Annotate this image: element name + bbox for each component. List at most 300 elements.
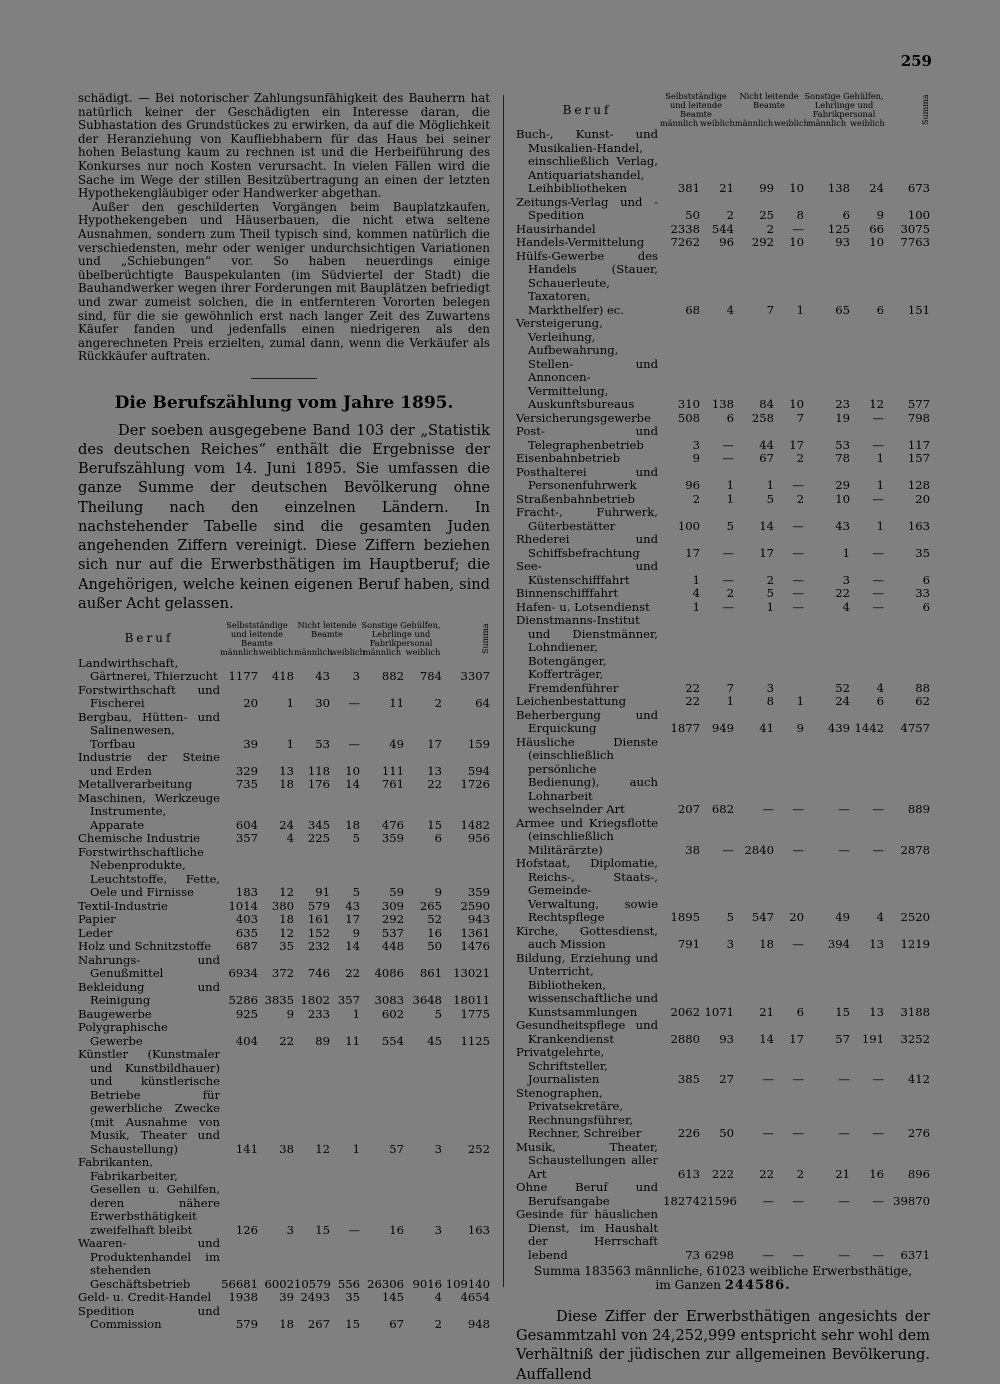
row-label-text: Geld- u. Credit-Handel [78, 1290, 212, 1305]
row-sum: 956 [467, 831, 491, 846]
row-label-text: Baugewerbe [78, 1006, 152, 1021]
row-value: 233 [307, 1006, 330, 1021]
row-label-text: Handels-Vermittelung [516, 235, 645, 249]
row-label [516, 1181, 658, 1208]
row-label [78, 792, 220, 833]
row-value: — [762, 1193, 774, 1208]
row-label [516, 250, 658, 318]
row-label-text: Papier [78, 912, 116, 927]
row-value: 2880 [670, 1031, 700, 1046]
row-value: 15 [315, 1222, 330, 1237]
row-value: — [872, 842, 885, 857]
row-value: 4 [842, 599, 851, 614]
row-value: 292 [381, 912, 405, 927]
row-value: — [762, 1247, 774, 1262]
row-value: 152 [307, 925, 330, 940]
row-value: 24 [835, 694, 851, 708]
row-value: — [792, 221, 805, 236]
table-row [516, 1141, 930, 1182]
row-value: 508 [677, 410, 700, 425]
row-value: 613 [677, 1166, 700, 1181]
row-label [516, 1141, 658, 1182]
table-row [78, 1237, 490, 1291]
row-value: 735 [235, 777, 258, 792]
row-value: 99 [759, 181, 774, 195]
row-value: 1 [726, 491, 734, 506]
row-value: 547 [751, 910, 774, 924]
row-value: 18 [759, 937, 774, 951]
row-label-text: Maschinen, Werkzeuge Instrumente, Apparate [78, 790, 220, 832]
row-sum: 577 [907, 397, 931, 411]
row-value: — [722, 545, 734, 560]
row-value: — [792, 1126, 805, 1140]
row-value: 8 [796, 208, 805, 222]
row-value: 10 [869, 235, 885, 249]
row-sum: 1775 [460, 1006, 491, 1021]
row-value: 138 [827, 181, 851, 195]
row-value: — [722, 599, 734, 614]
row-value: 226 [677, 1126, 700, 1140]
table-row [516, 601, 930, 615]
table-row [78, 1021, 490, 1048]
row-label [78, 927, 220, 941]
row-value: 24 [279, 817, 294, 832]
row-value: 556 [337, 1276, 361, 1291]
row-value: — [872, 1247, 885, 1262]
row-label [78, 1305, 220, 1332]
row-label-text: Eisenbahnbetrieb [516, 451, 621, 465]
row-label-text: Fracht-, Fuhrwerk, Güterbestätter [516, 505, 658, 533]
table-row [78, 846, 490, 900]
row-value: 10 [835, 491, 851, 506]
row-sum: 252 [467, 1141, 491, 1156]
row-value: 5 [766, 586, 774, 600]
row-sum: 163 [467, 1222, 491, 1237]
table-row [516, 1019, 930, 1046]
row-value: 3648 [412, 993, 443, 1008]
row-value: 1 [876, 478, 885, 492]
row-sum: 20 [915, 491, 931, 506]
row-label [516, 601, 658, 615]
row-value: 359 [381, 831, 405, 846]
row-label [78, 981, 220, 1008]
row-value: 191 [861, 1031, 885, 1046]
row-value: 4 [876, 680, 885, 695]
row-label [516, 128, 658, 196]
row-sum: 35 [915, 545, 931, 560]
table-row [516, 506, 930, 533]
row-value: 6 [726, 410, 734, 425]
row-label [516, 425, 658, 452]
row-value: 1014 [228, 898, 258, 913]
row-value: 1 [352, 1141, 361, 1156]
row-value: — [838, 1193, 851, 1208]
row-value: 537 [381, 925, 405, 940]
summary-line-2 [516, 1278, 930, 1293]
row-value: 161 [307, 912, 330, 927]
table-row [78, 940, 490, 954]
table-row [516, 560, 930, 587]
row-value: 12 [279, 885, 294, 900]
row-value: 18 [279, 912, 294, 927]
table-row [516, 709, 930, 736]
row-value: 21 [719, 181, 734, 195]
row-value: 357 [337, 993, 361, 1008]
row-value: 96 [719, 235, 734, 249]
row-value: — [872, 802, 885, 816]
row-label [516, 560, 658, 587]
table-row [78, 778, 490, 792]
row-value: 448 [381, 939, 405, 954]
row-value: 1 [286, 696, 294, 711]
table-row [516, 128, 930, 196]
row-label [78, 1291, 220, 1305]
row-label-text: Gesinde für häuslichen Dienst, im Haushalt der Herrschaft lebend [516, 1207, 658, 1262]
row-label-text: Kirche, Gottesdienst, auch Mission [516, 923, 658, 951]
row-value: 404 [235, 1033, 258, 1048]
row-label [516, 614, 658, 695]
row-value: 65 [835, 302, 851, 317]
row-value: 2 [766, 221, 774, 236]
row-value: 861 [419, 966, 443, 981]
row-value: 50 [685, 208, 700, 222]
row-value: 100 [677, 518, 700, 533]
row-value: 22 [685, 694, 700, 708]
row-value: 38 [279, 1141, 294, 1156]
row-value: 12 [279, 925, 294, 940]
row-value: 138 [711, 397, 734, 411]
col-header-group1: Selbstständige und leitende Beamte [226, 619, 288, 648]
row-value: 2062 [670, 1004, 700, 1019]
right-table [516, 92, 930, 1262]
col-header-group3: Sonstige Gehülfen, Lehrlinge und Fabrikpersonal [804, 91, 884, 119]
row-value: — [722, 842, 734, 857]
column-divider [503, 95, 504, 1287]
row-label [516, 493, 658, 507]
row-label [78, 684, 220, 711]
row-value: 49 [389, 736, 405, 751]
row-value: 2 [796, 451, 805, 465]
row-value: — [872, 1072, 885, 1086]
row-sum: 673 [907, 181, 931, 195]
row-value: 791 [677, 937, 700, 951]
row-value: 52 [835, 680, 851, 695]
row-sum: 6 [922, 572, 931, 587]
row-label [78, 1156, 220, 1237]
row-value: 145 [381, 1290, 405, 1305]
row-value: 89 [315, 1033, 330, 1048]
row-value: 761 [381, 777, 405, 792]
row-value: 329 [235, 763, 258, 778]
row-sum: 276 [907, 1126, 931, 1140]
row-value: 267 [307, 1317, 330, 1332]
row-value: — [722, 451, 734, 465]
row-value: 126 [235, 1222, 258, 1237]
row-value: 16 [389, 1222, 405, 1237]
row-label-text: Bergbau, Hütten- und Salinenwesen, Torfbau [78, 709, 220, 751]
row-value: 4 [286, 831, 294, 846]
row-value: 265 [419, 898, 443, 913]
intro-paragraph: schädigt. — Bei notorischer Zahlungsunfähigkeit des Bauherrn hat natürlich keiner der Geschädigten ein Interesse daran, die Subhastation des Grundstückes zu erwirken, da auf die Möglichkeit der Heranziehung von Kaufliebhabern für das Haus bei seiner hohen Belastung kaum zu rechnen ist und die Herbeiführung des Konkurses nur noch Kosten verursacht. In vielen Fällen wird die Sache im Wege der stillen Besitzübertragung an einen der letzten Hypothekengläubiger oder Handwerker abgethan. [78, 91, 490, 201]
row-label [516, 952, 658, 1020]
row-label-text: Rhederei und Schiffsbefrachtung [516, 532, 658, 560]
row-value: — [792, 586, 805, 600]
row-value: 10579 [294, 1276, 331, 1291]
row-label [516, 857, 658, 925]
row-value: 125 [827, 221, 851, 236]
row-value: 57 [389, 1141, 405, 1156]
row-label [78, 1008, 220, 1022]
row-value: 20 [243, 696, 258, 711]
summary-total: 244586. [724, 1278, 791, 1293]
row-value: 3 [842, 572, 851, 587]
row-value: 43 [315, 669, 330, 684]
row-value: 73 [685, 1247, 700, 1262]
row-value: 232 [307, 939, 330, 954]
row-value: 22 [279, 1033, 294, 1048]
row-label [516, 452, 658, 466]
row-sum: 62 [915, 694, 931, 708]
row-label-text: Post- und Telegraphenbetrieb [516, 424, 658, 452]
table-row [516, 223, 930, 237]
page-number: 259 [900, 52, 932, 70]
row-sum: 1125 [460, 1033, 491, 1048]
row-value: 682 [711, 802, 734, 816]
row-value: — [792, 1193, 805, 1208]
row-value: 7 [766, 302, 774, 317]
row-value: 6 [842, 208, 851, 222]
row-value: — [872, 572, 885, 587]
row-value: 41 [759, 721, 774, 735]
row-sum: 4757 [900, 721, 931, 735]
row-value: 15 [345, 1317, 361, 1332]
row-value: — [792, 937, 805, 951]
row-value: 345 [307, 817, 330, 832]
left-table [78, 621, 490, 1332]
row-label-text: See- und Küstenschifffahrt [516, 559, 658, 587]
row-label-text: Holz und Schnitzstoffe [78, 939, 212, 954]
row-value: 925 [235, 1006, 258, 1021]
row-value: 225 [307, 831, 330, 846]
table-row [516, 736, 930, 817]
row-value: 9 [352, 925, 361, 940]
row-value: 22 [759, 1166, 774, 1181]
row-value: 78 [835, 451, 851, 465]
col-header-w: weiblich [774, 118, 809, 128]
row-value: 39 [243, 736, 258, 751]
row-value: — [792, 572, 805, 587]
row-value: 56681 [221, 1276, 258, 1291]
table-row [78, 900, 490, 914]
row-label [78, 846, 220, 900]
row-value: 2493 [300, 1290, 330, 1305]
table-row [516, 466, 930, 493]
row-value: 6 [876, 302, 885, 317]
table-row [516, 1181, 930, 1208]
row-value: 385 [677, 1072, 700, 1086]
row-value: 11 [345, 1033, 361, 1048]
row-sum: 151 [907, 302, 931, 317]
row-value: — [762, 1126, 774, 1140]
table-row [78, 832, 490, 846]
row-sum: 948 [467, 1317, 491, 1332]
row-value: 53 [835, 437, 851, 452]
row-value: 43 [345, 898, 361, 913]
row-value: 93 [719, 1031, 734, 1046]
row-value: 635 [235, 925, 258, 940]
row-value: 24 [869, 181, 885, 195]
row-value: 4 [434, 1290, 443, 1305]
row-value: 10 [789, 181, 805, 195]
row-sum: 2520 [900, 910, 931, 924]
row-label [516, 1087, 658, 1141]
row-value: 9 [876, 208, 885, 222]
row-sum: 3075 [900, 221, 931, 236]
row-value: 91 [315, 885, 330, 900]
row-value: 1 [352, 1006, 361, 1021]
row-value: 2 [434, 1317, 443, 1332]
row-label-text: Polygraphische Gewerbe [78, 1020, 168, 1048]
row-value: 2338 [670, 221, 700, 236]
row-sum: 3307 [460, 669, 491, 684]
row-value: 66 [869, 221, 885, 236]
row-value: 16 [427, 925, 443, 940]
row-value: 13 [869, 937, 885, 951]
row-value: 111 [381, 763, 405, 778]
row-value: 207 [677, 802, 700, 816]
row-sum: 6371 [900, 1247, 931, 1262]
row-value: 13 [279, 763, 294, 778]
row-label-text: Textil-Industrie [78, 898, 168, 913]
row-value: 43 [835, 518, 851, 533]
row-value: — [872, 1193, 885, 1208]
row-value: 50 [427, 939, 443, 954]
row-value: 554 [381, 1033, 405, 1048]
row-label [78, 940, 220, 954]
row-value: 59 [389, 885, 405, 900]
col-header-w: weiblich [405, 646, 441, 657]
row-value: 176 [307, 777, 330, 792]
row-value: 1 [766, 599, 774, 614]
row-value: — [872, 437, 885, 452]
row-value: 1442 [854, 721, 885, 735]
table-row [516, 695, 930, 709]
row-value: 4 [726, 302, 734, 317]
row-sum: 798 [907, 410, 931, 425]
row-value: 10 [345, 763, 361, 778]
row-label [516, 466, 658, 493]
row-value: 3083 [374, 993, 405, 1008]
row-value: 39 [279, 1290, 294, 1305]
row-value: — [872, 1126, 885, 1140]
col-header-w: weiblich [850, 118, 885, 128]
row-value: 141 [235, 1141, 258, 1156]
row-label-text: Zeitungs-Verlag und -Spedition [516, 194, 658, 222]
row-value: 1 [692, 572, 700, 587]
row-value: 418 [271, 669, 294, 684]
row-sum: 18011 [453, 993, 491, 1008]
row-sum: 7763 [900, 235, 931, 249]
row-value: 1 [692, 599, 700, 614]
col-header-summa: Summa [921, 94, 931, 126]
table-row [78, 684, 490, 711]
row-value: 3 [766, 680, 774, 695]
row-value: 1071 [704, 1004, 734, 1019]
row-value: 14 [345, 777, 361, 792]
row-sum: 1361 [460, 925, 491, 940]
row-label-text: Straßenbahnbetrieb [516, 491, 635, 506]
row-label [78, 711, 220, 752]
row-value: 949 [711, 721, 734, 735]
row-value: 5 [352, 885, 361, 900]
row-label [516, 736, 658, 817]
row-value: 17 [789, 437, 805, 452]
row-sum: 3188 [900, 1004, 931, 1019]
row-value: 29 [835, 478, 851, 492]
row-label-text: Chemische Industrie [78, 831, 201, 846]
row-value: 3 [434, 1141, 443, 1156]
row-sum: 6 [922, 599, 931, 614]
table-row [516, 250, 930, 318]
row-value: 17 [685, 545, 700, 560]
row-label [516, 695, 658, 709]
row-value: 1 [286, 736, 294, 751]
row-value: 2 [766, 572, 774, 587]
row-label [516, 196, 658, 223]
row-label-text: Versteigerung, Verleihung, Aufbewahrung, Stellen- und Annoncen-Vermittelung, Auskunftsbureaus [516, 316, 658, 411]
row-value: — [792, 1072, 805, 1086]
row-label-text: Hofstaat, Diplomatie, Reichs-, Staats-, Gemeinde-Verwaltung, sowie Rechtspflege [516, 856, 658, 924]
row-sum: 100 [907, 208, 931, 222]
table-row [516, 1046, 930, 1087]
table-row [516, 412, 930, 426]
row-label-text: Nahrungs- und Genußmittel [78, 952, 220, 981]
row-sum: 1219 [900, 937, 931, 951]
row-value: 14 [759, 1031, 774, 1046]
row-label [516, 236, 658, 250]
row-value: 45 [427, 1033, 443, 1048]
row-value: 35 [345, 1290, 361, 1305]
col-header-group3: Sonstige Gehülfen, Lehrlinge und Fabrikpersonal [361, 619, 441, 648]
row-value: 2 [726, 586, 734, 600]
row-value: 4086 [374, 966, 405, 981]
row-label [516, 1019, 658, 1046]
row-value: 2840 [744, 842, 774, 857]
row-label [516, 533, 658, 560]
row-label-text: Hafen- u. Lotsendienst [516, 599, 650, 614]
row-value: 67 [389, 1317, 405, 1332]
row-value: 6298 [704, 1247, 734, 1262]
table-row [516, 817, 930, 858]
row-label [516, 1046, 658, 1087]
row-value: 1877 [670, 721, 700, 735]
row-label [78, 832, 220, 846]
row-value: 3 [692, 437, 700, 452]
row-value: 35 [279, 939, 294, 954]
row-sum: 1482 [460, 817, 491, 832]
row-label-text: Versicherungsgewerbe [516, 410, 651, 425]
row-value: 9016 [412, 1276, 443, 1291]
row-value: 6002 [264, 1276, 294, 1291]
col-header-summa: Summa [481, 623, 491, 655]
row-value: 5 [726, 910, 734, 924]
row-value: 1 [842, 545, 851, 560]
row-value: 14 [345, 939, 361, 954]
row-value: 5 [352, 831, 361, 846]
row-value: 12 [315, 1141, 330, 1156]
row-value: 15 [835, 1004, 851, 1019]
row-value: 1 [796, 694, 805, 708]
